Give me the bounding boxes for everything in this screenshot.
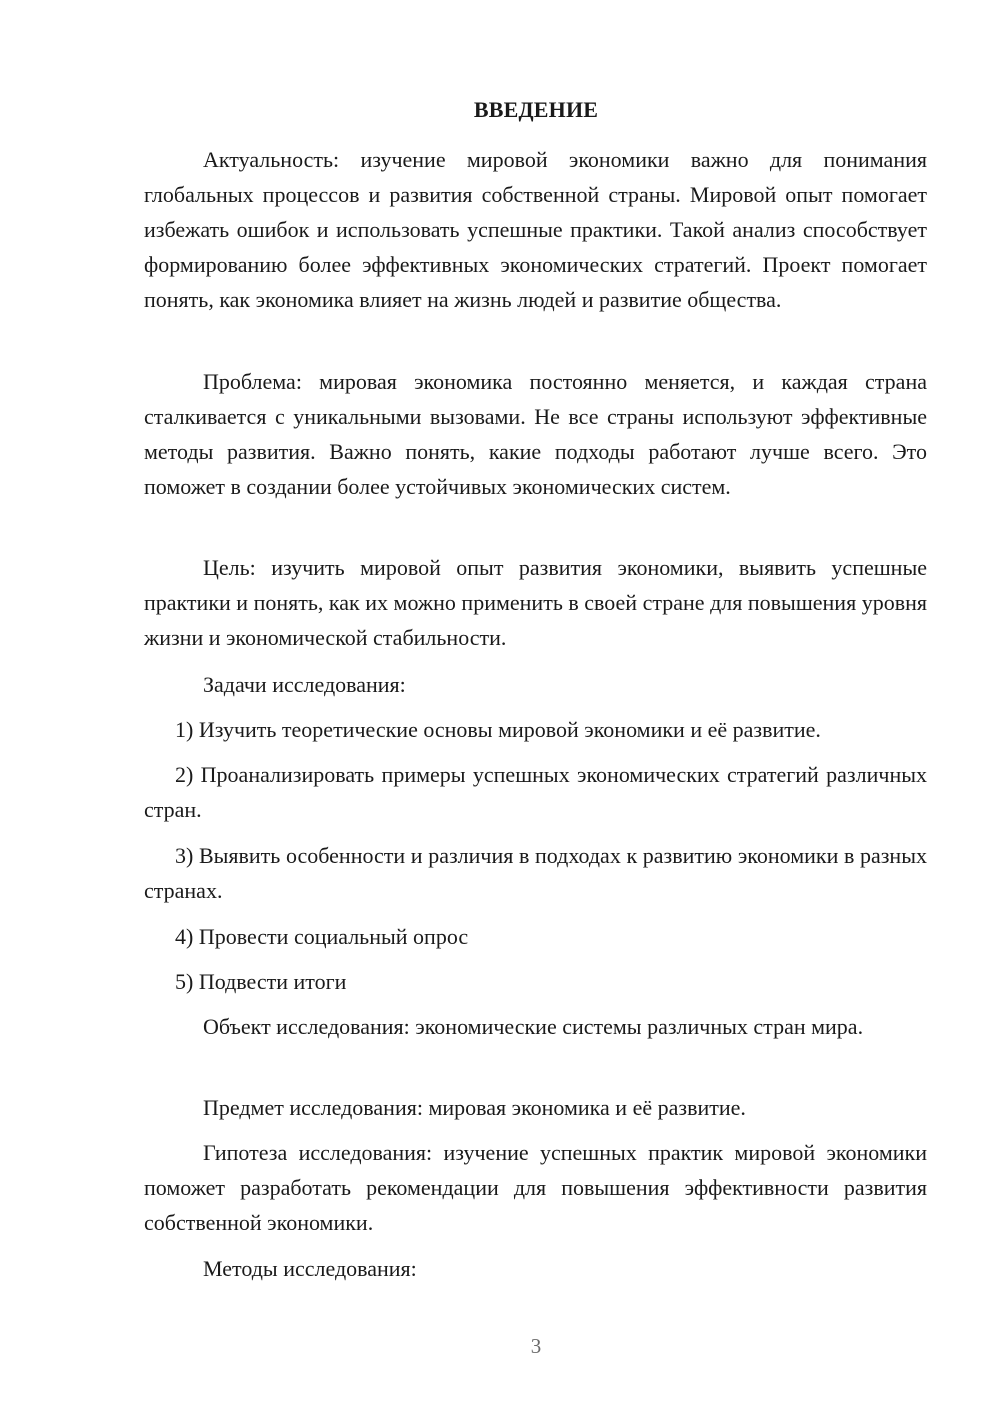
section-heading: ВВЕДЕНИЕ: [473, 97, 599, 122]
paragraph-object: Объект исследования: экономические системы различных стран мира.: [203, 1014, 864, 1039]
methods-title: Методы исследования:: [203, 1256, 417, 1281]
task-item-4: 4) Провести социальный опрос: [175, 924, 469, 949]
task-item-5: 5) Подвести итоги: [175, 969, 347, 994]
paragraph-relevance: Актуальность: изучение мировой экономики важно для понимания глобальных процессов и развития собственной страны. Мировой опыт помогает избежать ошибок и использовать успешные практики. Такой анализ способствует формированию более эффективных экономических стратегий. Проект помогает понять, как экономика влияет на жизнь людей и развитие общества.: [144, 147, 927, 312]
paragraph-subject: Предмет исследования: мировая экономика и её развитие.: [203, 1095, 746, 1120]
page-number: 3: [530, 1334, 542, 1358]
paragraph-hypothesis: Гипотеза исследования: изучение успешных практик мировой экономики поможет разработать рекомендации для повышения эффективности развития собственной экономики.: [144, 1140, 927, 1235]
task-item-1: 1) Изучить теоретические основы мировой экономики и её развитие.: [175, 717, 821, 742]
paragraph-goal: Цель: изучить мировой опыт развития экономики, выявить успешные практики и понять, как их можно применить в своей стране для повышения уровня жизни и экономической стабильности.: [144, 555, 927, 650]
task-item-3: 3) Выявить особенности и различия в подходах к развитию экономики в разных странах.: [144, 843, 927, 903]
tasks-title: Задачи исследования:: [203, 672, 406, 697]
task-item-2: 2) Проанализировать примеры успешных экономических стратегий различных стран.: [144, 762, 927, 822]
paragraph-problem: Проблема: мировая экономика постоянно меняется, и каждая страна сталкивается с уникальными вызовами. Не все страны используют эффективные методы развития. Важно понять, какие подходы работают лучше всего. Это поможет в создании более устойчивых экономических систем.: [144, 369, 927, 499]
